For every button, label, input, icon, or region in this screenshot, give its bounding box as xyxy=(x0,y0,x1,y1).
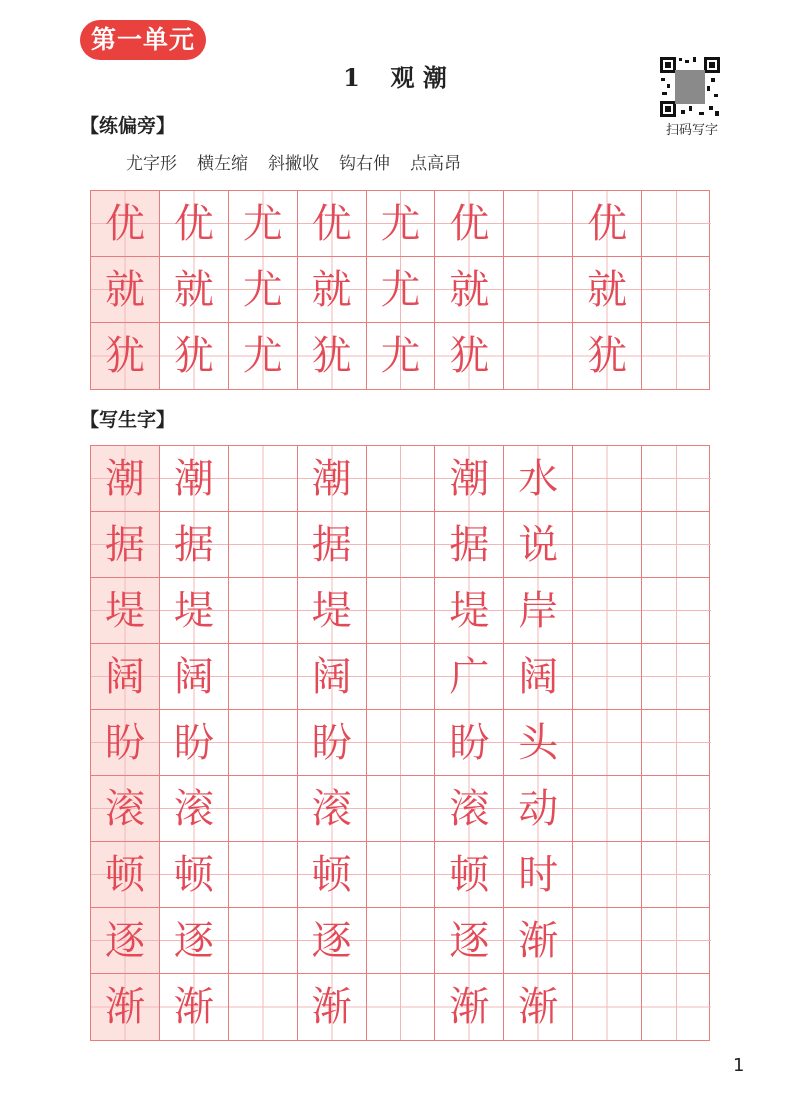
practice-cell[interactable] xyxy=(229,512,298,577)
model-character-cell[interactable] xyxy=(91,191,160,256)
grid-row xyxy=(91,710,709,776)
character: 尤 xyxy=(242,266,283,313)
model-character-cell[interactable] xyxy=(91,842,160,907)
character: 阔 xyxy=(311,653,352,700)
practice-cell[interactable] xyxy=(160,710,229,775)
practice-cell[interactable] xyxy=(642,578,711,643)
practice-cell[interactable] xyxy=(573,842,642,907)
grid-row xyxy=(91,908,709,974)
character: 阔 xyxy=(518,653,559,700)
character: 据 xyxy=(173,521,214,568)
character: 逐 xyxy=(449,917,490,964)
character: 犹 xyxy=(173,333,214,379)
model-character-cell[interactable] xyxy=(91,512,160,577)
character: 就 xyxy=(587,266,628,313)
practice-cell[interactable] xyxy=(504,512,573,577)
practice-cell[interactable] xyxy=(367,512,436,577)
grid-row xyxy=(91,446,709,512)
practice-cell[interactable] xyxy=(229,974,298,1040)
practice-cell[interactable] xyxy=(504,710,573,775)
practice-cell[interactable] xyxy=(642,776,711,841)
practice-cell[interactable] xyxy=(229,710,298,775)
practice-cell[interactable] xyxy=(642,512,711,577)
practice-cell[interactable] xyxy=(298,908,367,973)
practice-cell[interactable] xyxy=(229,323,298,389)
character: 据 xyxy=(104,521,145,568)
tip-item: 斜撇收 xyxy=(268,154,319,174)
character: 时 xyxy=(518,851,559,898)
practice-cell[interactable] xyxy=(160,446,229,511)
character: 盼 xyxy=(449,719,490,766)
character: 据 xyxy=(449,521,490,568)
practice-cell[interactable] xyxy=(160,908,229,973)
practice-cell[interactable] xyxy=(435,323,504,389)
model-character-cell[interactable] xyxy=(91,323,160,389)
character: 尤 xyxy=(242,200,283,247)
tip-item: 钩右伸 xyxy=(339,154,390,174)
practice-cell[interactable] xyxy=(573,257,642,322)
character: 就 xyxy=(449,266,490,313)
practice-cell[interactable] xyxy=(642,191,711,256)
character: 渐 xyxy=(449,984,490,1030)
character: 优 xyxy=(173,200,214,247)
practice-cell[interactable] xyxy=(160,323,229,389)
qr-code-icon[interactable] xyxy=(659,56,721,118)
character: 尤 xyxy=(380,200,421,247)
practice-cell[interactable] xyxy=(435,257,504,322)
character: 逐 xyxy=(104,917,145,964)
practice-cell[interactable] xyxy=(367,974,436,1040)
practice-cell[interactable] xyxy=(642,446,711,511)
character: 头 xyxy=(518,719,559,766)
character: 逐 xyxy=(173,917,214,964)
practice-cell[interactable] xyxy=(229,257,298,322)
practice-cell[interactable] xyxy=(573,323,642,389)
character: 动 xyxy=(518,785,559,832)
practice-cell[interactable] xyxy=(367,776,436,841)
practice-cell[interactable] xyxy=(229,578,298,643)
practice-cell[interactable] xyxy=(435,842,504,907)
practice-cell[interactable] xyxy=(160,512,229,577)
practice-cell[interactable] xyxy=(367,257,436,322)
characters-practice-grid xyxy=(90,445,710,1041)
practice-cell[interactable] xyxy=(642,842,711,907)
character: 渐 xyxy=(518,917,559,964)
practice-cell[interactable] xyxy=(435,776,504,841)
character: 滚 xyxy=(311,785,352,832)
character: 广 xyxy=(449,653,490,700)
practice-cell[interactable] xyxy=(298,446,367,511)
practice-cell[interactable] xyxy=(573,446,642,511)
practice-cell[interactable] xyxy=(367,323,436,389)
model-character-cell[interactable] xyxy=(91,974,160,1040)
practice-cell[interactable] xyxy=(160,578,229,643)
grid-row xyxy=(91,776,709,842)
practice-cell[interactable] xyxy=(642,323,711,389)
practice-cell[interactable] xyxy=(229,842,298,907)
grid-row xyxy=(91,578,709,644)
character: 渐 xyxy=(104,984,145,1030)
practice-cell[interactable] xyxy=(435,974,504,1040)
character: 就 xyxy=(173,266,214,313)
character: 说 xyxy=(518,521,559,568)
radicals-practice-grid xyxy=(90,190,710,390)
practice-cell[interactable] xyxy=(642,257,711,322)
character: 滚 xyxy=(173,785,214,832)
practice-cell[interactable] xyxy=(435,908,504,973)
practice-cell[interactable] xyxy=(504,323,573,389)
practice-cell[interactable] xyxy=(573,512,642,577)
model-character-cell[interactable] xyxy=(91,776,160,841)
page-number: 1 xyxy=(733,1055,745,1076)
lesson-number: 1 xyxy=(343,63,360,92)
character: 就 xyxy=(311,266,352,313)
practice-cell[interactable] xyxy=(504,257,573,322)
practice-cell[interactable] xyxy=(573,710,642,775)
character: 顿 xyxy=(311,851,352,898)
model-character-cell[interactable] xyxy=(91,446,160,511)
model-character-cell[interactable] xyxy=(91,644,160,709)
character: 逐 xyxy=(311,917,352,964)
character: 据 xyxy=(311,521,352,568)
practice-cell[interactable] xyxy=(573,776,642,841)
character: 盼 xyxy=(311,719,352,766)
practice-cell[interactable] xyxy=(573,974,642,1040)
character: 尤 xyxy=(380,266,421,313)
character: 尤 xyxy=(242,333,283,379)
practice-cell[interactable] xyxy=(367,578,436,643)
practice-cell[interactable] xyxy=(367,644,436,709)
practice-cell[interactable] xyxy=(573,908,642,973)
character: 尤 xyxy=(380,333,421,379)
practice-cell[interactable] xyxy=(229,191,298,256)
character: 潮 xyxy=(104,455,145,502)
character: 渐 xyxy=(311,984,352,1030)
practice-cell[interactable] xyxy=(573,644,642,709)
grid-row xyxy=(91,512,709,578)
character: 犹 xyxy=(449,333,490,379)
practice-cell[interactable] xyxy=(367,908,436,973)
character: 堤 xyxy=(311,587,352,634)
character: 犹 xyxy=(587,333,628,379)
grid-row xyxy=(91,644,709,710)
practice-cell[interactable] xyxy=(504,974,573,1040)
practice-cell[interactable] xyxy=(367,446,436,511)
practice-cell[interactable] xyxy=(229,446,298,511)
model-character-cell[interactable] xyxy=(91,257,160,322)
practice-cell[interactable] xyxy=(642,974,711,1040)
lesson-name: 观 潮 xyxy=(390,63,447,92)
unit-badge: 第一单元 xyxy=(80,20,206,60)
grid-row xyxy=(91,257,709,323)
practice-cell[interactable] xyxy=(642,644,711,709)
practice-cell[interactable] xyxy=(504,446,573,511)
practice-cell[interactable] xyxy=(573,191,642,256)
section-title-characters: 【写生字】 xyxy=(80,409,176,431)
practice-cell[interactable] xyxy=(229,776,298,841)
practice-cell[interactable] xyxy=(229,644,298,709)
tip-item: 横左缩 xyxy=(197,154,248,174)
practice-cell[interactable] xyxy=(160,644,229,709)
character: 阔 xyxy=(104,653,145,700)
practice-cell[interactable] xyxy=(298,512,367,577)
practice-cell[interactable] xyxy=(435,512,504,577)
tip-item: 点高昂 xyxy=(410,154,461,174)
qr-caption: 扫码写字 xyxy=(665,123,718,138)
practice-cell[interactable] xyxy=(160,191,229,256)
character: 优 xyxy=(449,200,490,247)
grid-row xyxy=(91,842,709,908)
practice-cell[interactable] xyxy=(160,974,229,1040)
practice-cell[interactable] xyxy=(504,191,573,256)
model-character-cell[interactable] xyxy=(91,710,160,775)
practice-cell[interactable] xyxy=(504,644,573,709)
character: 潮 xyxy=(449,455,490,502)
practice-cell[interactable] xyxy=(435,446,504,511)
radical-tips xyxy=(126,149,461,174)
practice-cell[interactable] xyxy=(504,776,573,841)
character: 顿 xyxy=(449,851,490,898)
practice-cell[interactable] xyxy=(573,578,642,643)
character: 堤 xyxy=(104,587,145,634)
practice-cell[interactable] xyxy=(435,644,504,709)
grid-row xyxy=(91,191,709,257)
character: 犹 xyxy=(311,333,352,379)
practice-cell[interactable] xyxy=(298,323,367,389)
practice-cell[interactable] xyxy=(298,257,367,322)
practice-cell[interactable] xyxy=(435,578,504,643)
practice-cell[interactable] xyxy=(435,191,504,256)
model-character-cell[interactable] xyxy=(91,908,160,973)
character: 优 xyxy=(311,200,352,247)
character: 盼 xyxy=(104,719,145,766)
practice-cell[interactable] xyxy=(504,578,573,643)
character: 滚 xyxy=(449,785,490,832)
practice-cell[interactable] xyxy=(160,257,229,322)
practice-cell[interactable] xyxy=(298,578,367,643)
character: 优 xyxy=(104,200,145,247)
practice-cell[interactable] xyxy=(642,710,711,775)
practice-cell[interactable] xyxy=(229,908,298,973)
character: 盼 xyxy=(173,719,214,766)
practice-cell[interactable] xyxy=(367,710,436,775)
character: 潮 xyxy=(311,455,352,502)
character: 顿 xyxy=(104,851,145,898)
section-title-radicals: 【练偏旁】 xyxy=(80,115,176,137)
character: 渐 xyxy=(173,984,214,1030)
character: 岸 xyxy=(518,587,559,634)
character: 优 xyxy=(587,200,628,247)
character: 潮 xyxy=(173,455,214,502)
tip-item: 尤字形 xyxy=(126,154,177,174)
character: 水 xyxy=(518,455,559,502)
practice-cell[interactable] xyxy=(504,908,573,973)
practice-cell[interactable] xyxy=(160,776,229,841)
character: 堤 xyxy=(173,587,214,634)
grid-row xyxy=(91,323,709,389)
character: 渐 xyxy=(518,984,559,1030)
practice-cell[interactable] xyxy=(504,842,573,907)
model-character-cell[interactable] xyxy=(91,578,160,643)
practice-cell[interactable] xyxy=(298,644,367,709)
practice-cell[interactable] xyxy=(298,842,367,907)
character: 犹 xyxy=(104,333,145,379)
practice-cell[interactable] xyxy=(160,842,229,907)
character: 阔 xyxy=(173,653,214,700)
practice-cell[interactable] xyxy=(642,908,711,973)
character: 堤 xyxy=(449,587,490,634)
character: 就 xyxy=(104,266,145,313)
character: 滚 xyxy=(104,785,145,832)
practice-cell[interactable] xyxy=(298,710,367,775)
character: 顿 xyxy=(173,851,214,898)
practice-cell[interactable] xyxy=(298,974,367,1040)
practice-cell[interactable] xyxy=(435,710,504,775)
practice-cell[interactable] xyxy=(367,842,436,907)
grid-row xyxy=(91,974,709,1040)
practice-cell[interactable] xyxy=(367,191,436,256)
practice-cell[interactable] xyxy=(298,191,367,256)
practice-cell[interactable] xyxy=(298,776,367,841)
